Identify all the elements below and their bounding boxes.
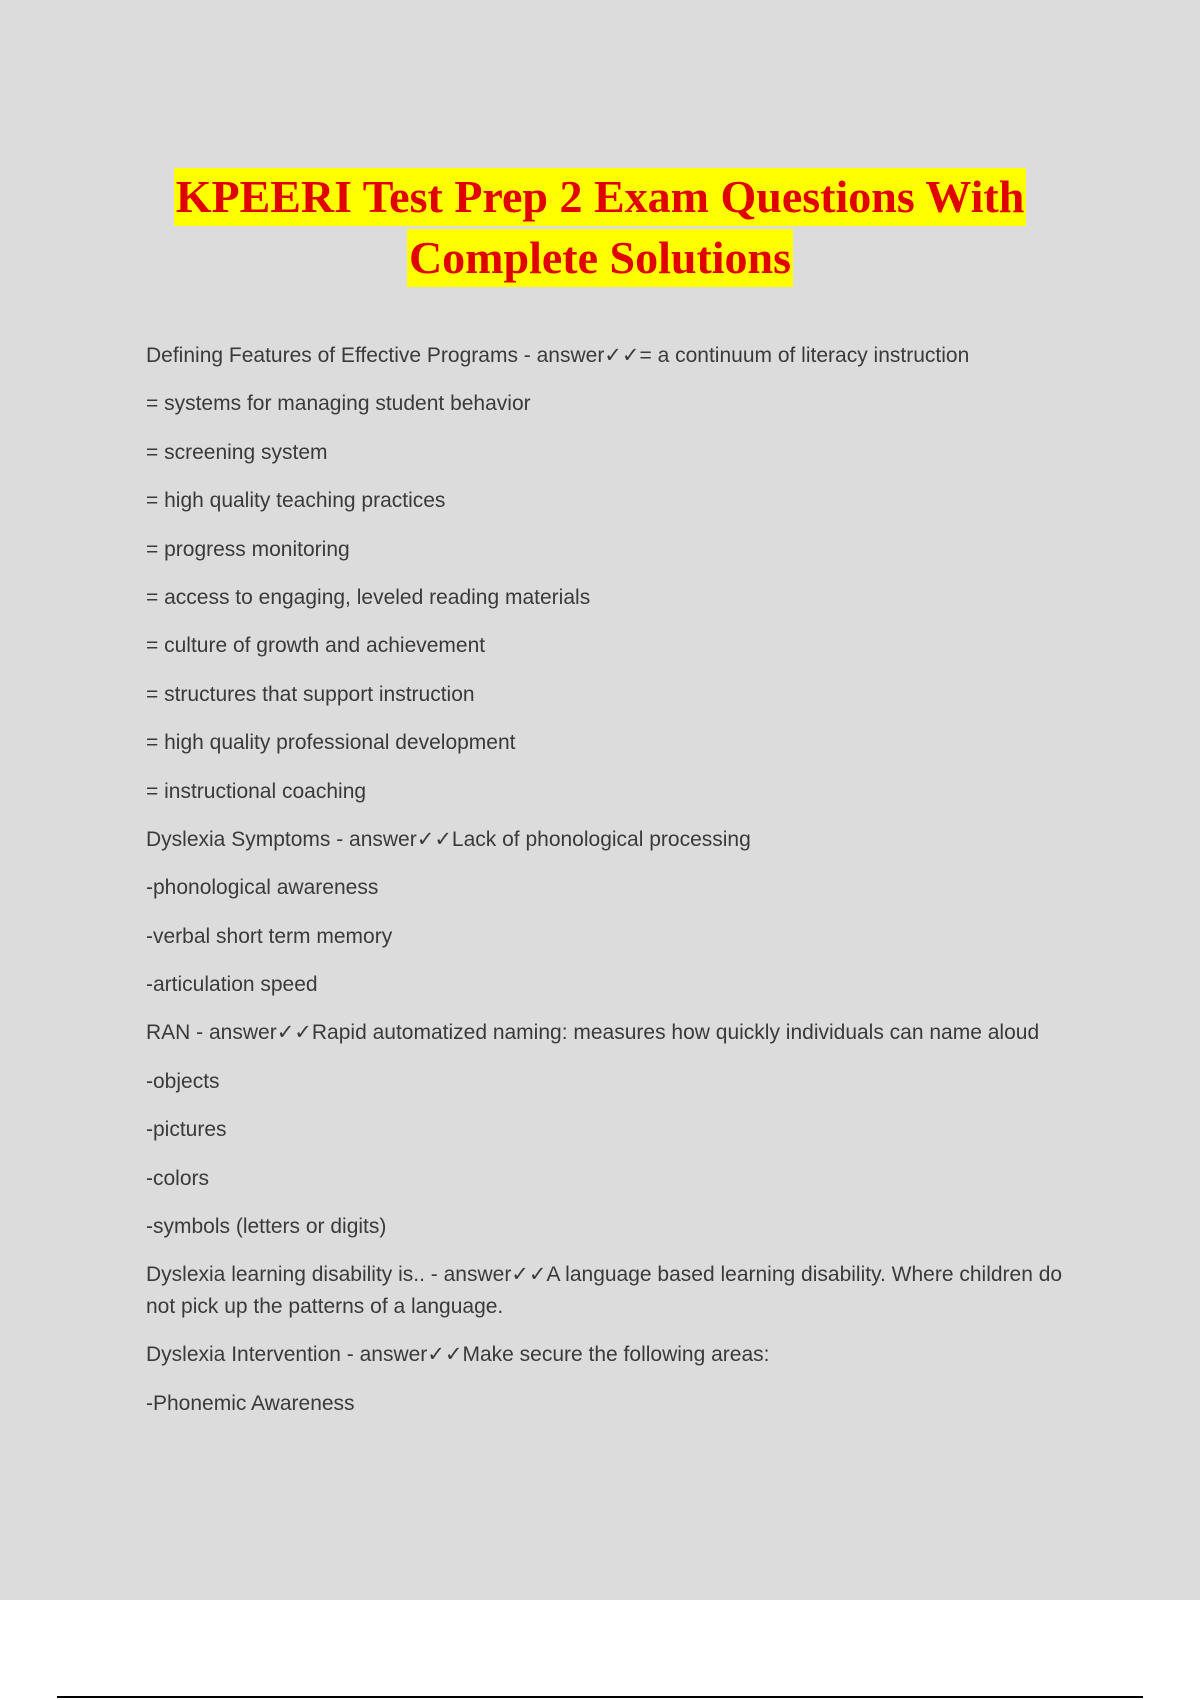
text-line: Dyslexia Symptoms - answer✓✓Lack of phonological processing	[146, 827, 751, 851]
text-line: -symbols (letters or digits)	[146, 1215, 387, 1239]
text-paragraph: Dyslexia learning disability is.. - answer✓✓A language based learning disability. Where children do not pick up the patterns of a language.	[146, 1263, 1063, 1319]
text-line: = instructional coaching	[146, 779, 367, 803]
text-line: -colors	[146, 1166, 210, 1190]
text-line: = progress monitoring	[146, 537, 350, 561]
text-line: -phonological awareness	[146, 876, 379, 900]
text-line: -objects	[146, 1069, 220, 1093]
footer-divider	[57, 1696, 1143, 1698]
title-line-1: KPEERI Test Prep 2 Exam Questions With	[174, 168, 1027, 226]
document-title	[0, 168, 1200, 290]
text-line: RAN - answer✓✓Rapid automatized naming: measures how quickly individuals can name aloud	[146, 1021, 1040, 1045]
text-line: -articulation speed	[146, 973, 318, 997]
document-body	[146, 340, 1096, 1436]
title-line-2: Complete Solutions	[407, 229, 793, 287]
text-line: -Phonemic Awareness	[146, 1391, 355, 1415]
text-line: = screening system	[146, 440, 328, 464]
text-line: = high quality professional development	[146, 731, 516, 755]
text-line: = systems for managing student behavior	[146, 392, 531, 416]
text-line: Defining Features of Effective Programs - answer✓✓= a continuum of literacy instruction	[146, 344, 970, 367]
text-line: = structures that support instruction	[146, 682, 475, 706]
text-line: -verbal short term memory	[146, 924, 393, 948]
text-line: = access to engaging, leveled reading materials	[146, 585, 591, 609]
text-line: -pictures	[146, 1118, 227, 1142]
text-line: = high quality teaching practices	[146, 489, 446, 513]
text-line: = culture of growth and achievement	[146, 634, 486, 658]
text-line: Dyslexia Intervention - answer✓✓Make secure the following areas:	[146, 1343, 770, 1367]
